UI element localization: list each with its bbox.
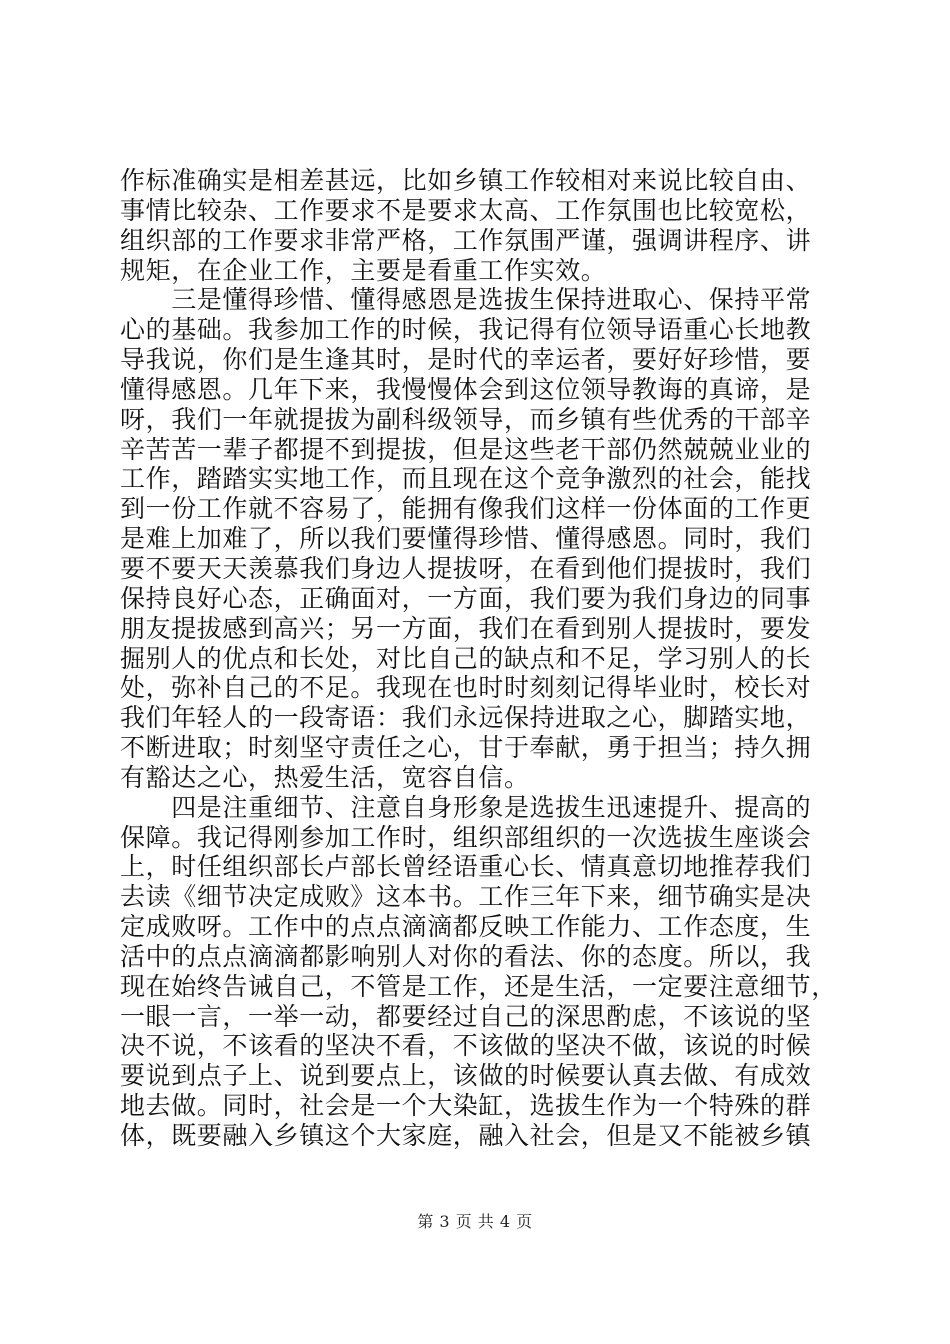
text-line: 上，时任组织部长卢部长曾经语重心长、情真意切地推荐我们	[120, 852, 812, 882]
text-line: 事情比较杂、工作要求不是要求太高、工作氛围也比较宽松，	[120, 195, 812, 225]
text-line: 决不说，不该看的坚决不看，不该做的坚决不做，该说的时候	[120, 1031, 812, 1061]
text-line: 去读《细节决定成败》这本书。工作三年下来，细节确实是决	[120, 882, 812, 912]
text-line: 地去做。同时，社会是一个大染缸，选拔生作为一个特殊的群	[120, 1091, 812, 1121]
text-line: 朋友提拔感到高兴；另一方面，我们在看到别人提拔时，要发	[120, 613, 812, 643]
text-line: 定成败呀。工作中的点点滴滴都反映工作能力、工作态度，生	[120, 912, 812, 942]
text-line: 保持良好心态，正确面对，一方面，我们要为我们身边的同事	[120, 583, 812, 613]
text-line: 呀，我们一年就提拔为副科级领导，而乡镇有些优秀的干部辛	[120, 404, 812, 434]
text-line: 保障。我记得刚参加工作时，组织部组织的一次选拔生座谈会	[120, 822, 812, 852]
text-line: 导我说，你们是生逢其时，是时代的幸运者，要好好珍惜，要	[120, 345, 812, 375]
text-line: 要说到点子上、说到要点上，该做的时候要认真去做、有成效	[120, 1061, 812, 1091]
text-line: 是难上加难了，所以我们要懂得珍惜、懂得感恩。同时，我们	[120, 524, 812, 554]
page-footer	[0, 1212, 950, 1232]
text-line: 我们年轻人的一段寄语：我们永远保持进取之心，脚踏实地，	[120, 703, 812, 733]
text-line: 处，弥补自己的不足。我现在也时时刻刻记得毕业时，校长对	[120, 673, 812, 703]
text-line: 现在始终告诫自己，不管是工作，还是生活，一定要注意细节，	[120, 971, 837, 1001]
text-line: 规矩，在企业工作，主要是看重工作实效。	[120, 255, 607, 285]
text-line: 辛苦苦一辈子都提不到提拔，但是这些老干部仍然兢兢业业的	[120, 434, 812, 464]
text-line: 工作，踏踏实实地工作，而且现在这个竞争激烈的社会，能找	[120, 464, 812, 494]
text-line: 掘别人的优点和长处，对比自己的缺点和不足，学习别人的长	[120, 643, 812, 673]
text-line: 体，既要融入乡镇这个大家庭，融入社会，但是又不能被乡镇	[120, 1121, 812, 1150]
text-line: 要不要天天羡慕我们身边人提拔呀，在看到他们提拔时，我们	[120, 553, 812, 583]
text-line: 心的基础。我参加工作的时候，我记得有位领导语重心长地教	[120, 315, 812, 345]
text-line: 活中的点点滴滴都影响别人对你的看法、你的态度。所以，我	[120, 941, 812, 971]
text-line: 三是懂得珍惜、懂得感恩是选拔生保持进取心、保持平常	[120, 285, 812, 315]
text-line: 组织部的工作要求非常严格，工作氛围严谨，强调讲程序、讲	[120, 225, 812, 255]
text-line: 一眼一言，一举一动，都要经过自己的深思酌虑，不该说的坚	[120, 1001, 812, 1031]
text-line: 懂得感恩。几年下来，我慢慢体会到这位领导教诲的真谛，是	[120, 374, 812, 404]
text-line: 作标准确实是相差甚远，比如乡镇工作较相对来说比较自由、	[120, 166, 812, 195]
text-line: 不断进取；时刻坚守责任之心，甘于奉献，勇于担当；持久拥	[120, 733, 812, 763]
text-line: 到一份工作就不容易了，能拥有像我们这样一份体面的工作更	[120, 494, 812, 524]
text-line: 四是注重细节、注意自身形象是选拔生迅速提升、提高的	[120, 792, 812, 822]
page-number-label: 第 3 页 共 4 页	[417, 1212, 533, 1231]
body-text	[120, 166, 838, 1151]
text-line: 有豁达之心，热爱生活，宽容自信。	[120, 762, 530, 792]
